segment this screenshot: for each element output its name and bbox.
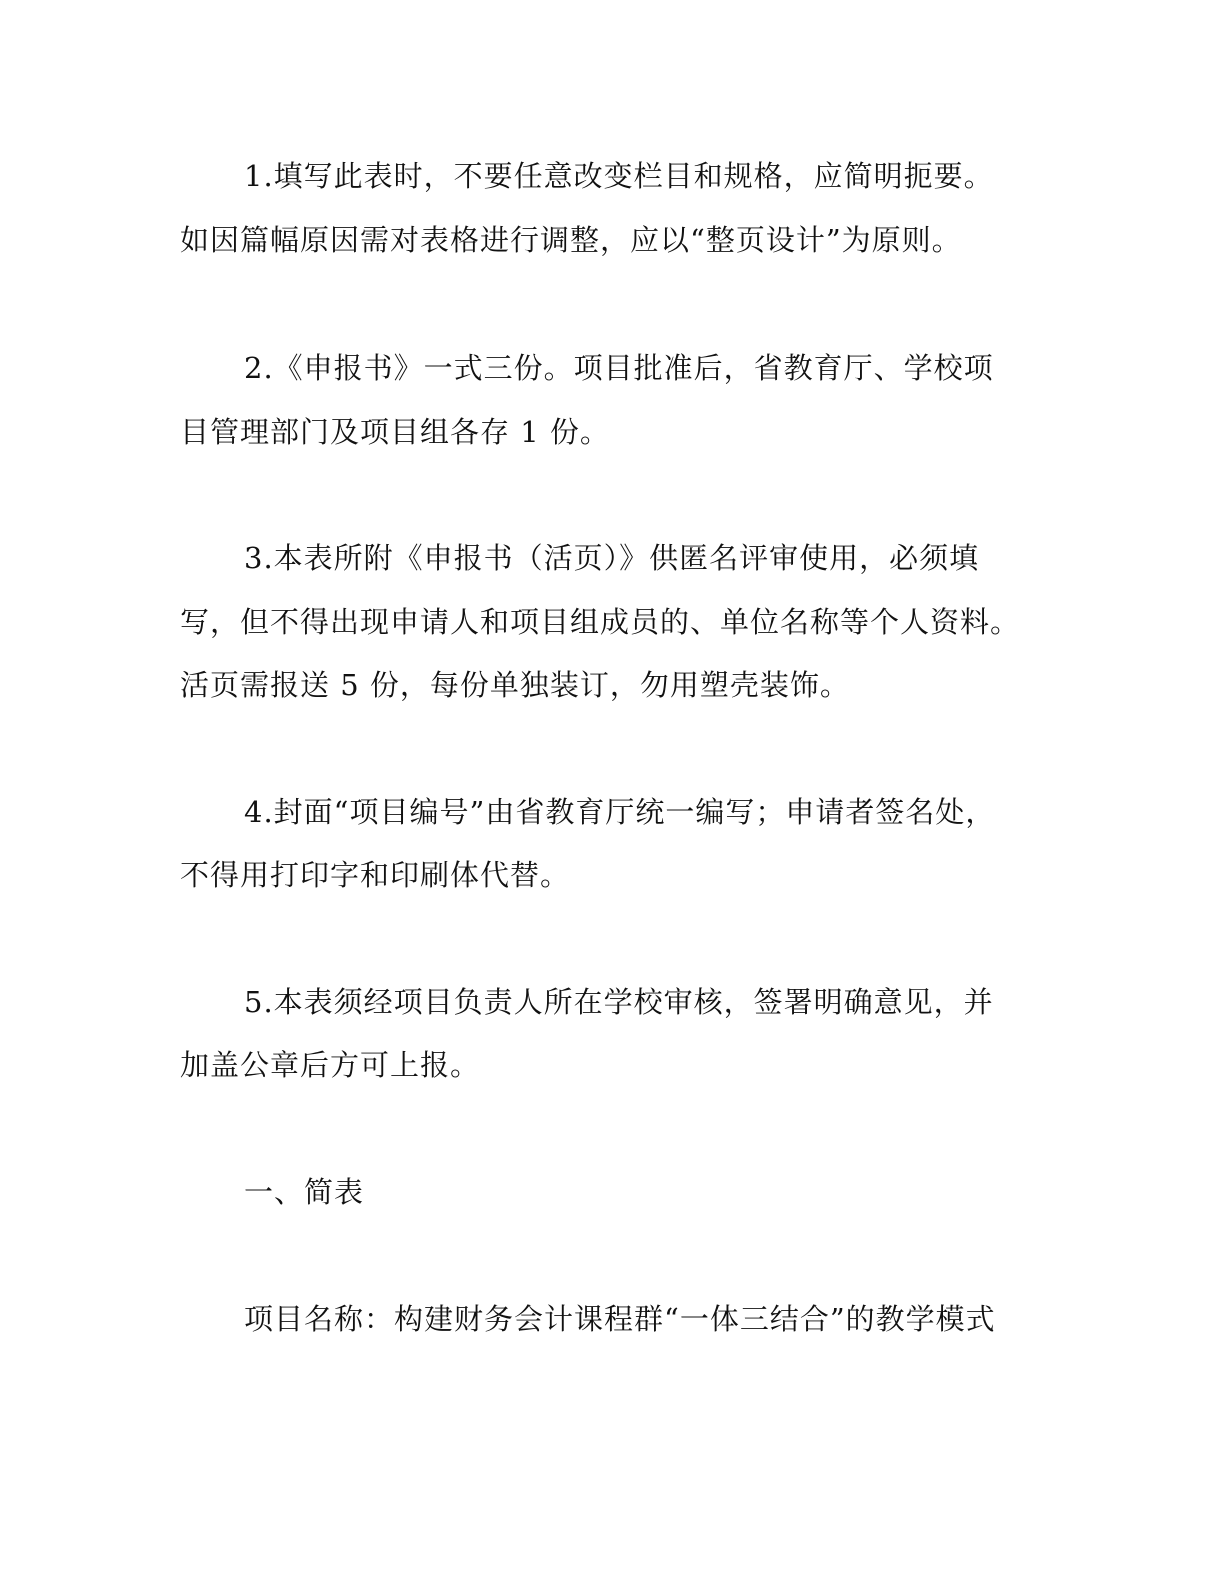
paragraph-4-line-1: 4.封面“项目编号”由省教育厅统一编写；申请者签名处， bbox=[244, 795, 996, 829]
paragraph-1-line-2: 如因篇幅原因需对表格进行调整，应以“整页设计”为原则。 bbox=[180, 223, 962, 257]
section-heading: 一、简表 bbox=[244, 1175, 365, 1209]
paragraph-2-line-2: 目管理部门及项目组各存 1 份。 bbox=[180, 415, 610, 449]
paragraph-3-line-3: 活页需报送 5 份，每份单独装订，勿用塑壳装饰。 bbox=[180, 668, 850, 702]
paragraph-5-line-1: 5.本表须经项目负责人所在学校审核，签署明确意见，并 bbox=[244, 985, 994, 1019]
paragraph-4-line-2: 不得用打印字和印刷体代替。 bbox=[180, 858, 571, 892]
paragraph-2-line-1: 2.《申报书》一式三份。项目批准后，省教育厅、学校项 bbox=[244, 351, 994, 385]
paragraph-5-line-2: 加盖公章后方可上报。 bbox=[180, 1048, 481, 1082]
project-name-line: 项目名称：构建财务会计课程群“一体三结合”的教学模式 bbox=[244, 1302, 996, 1336]
paragraph-1-line-1: 1.填写此表时，不要任意改变栏目和规格，应简明扼要。 bbox=[244, 159, 994, 193]
paragraph-3-line-2: 写，但不得出现申请人和项目组成员的、单位名称等个人资料。 bbox=[180, 605, 1021, 639]
paragraph-3-line-1: 3.本表所附《申报书（活页）》供匿名评审使用，必须填 bbox=[244, 541, 980, 575]
